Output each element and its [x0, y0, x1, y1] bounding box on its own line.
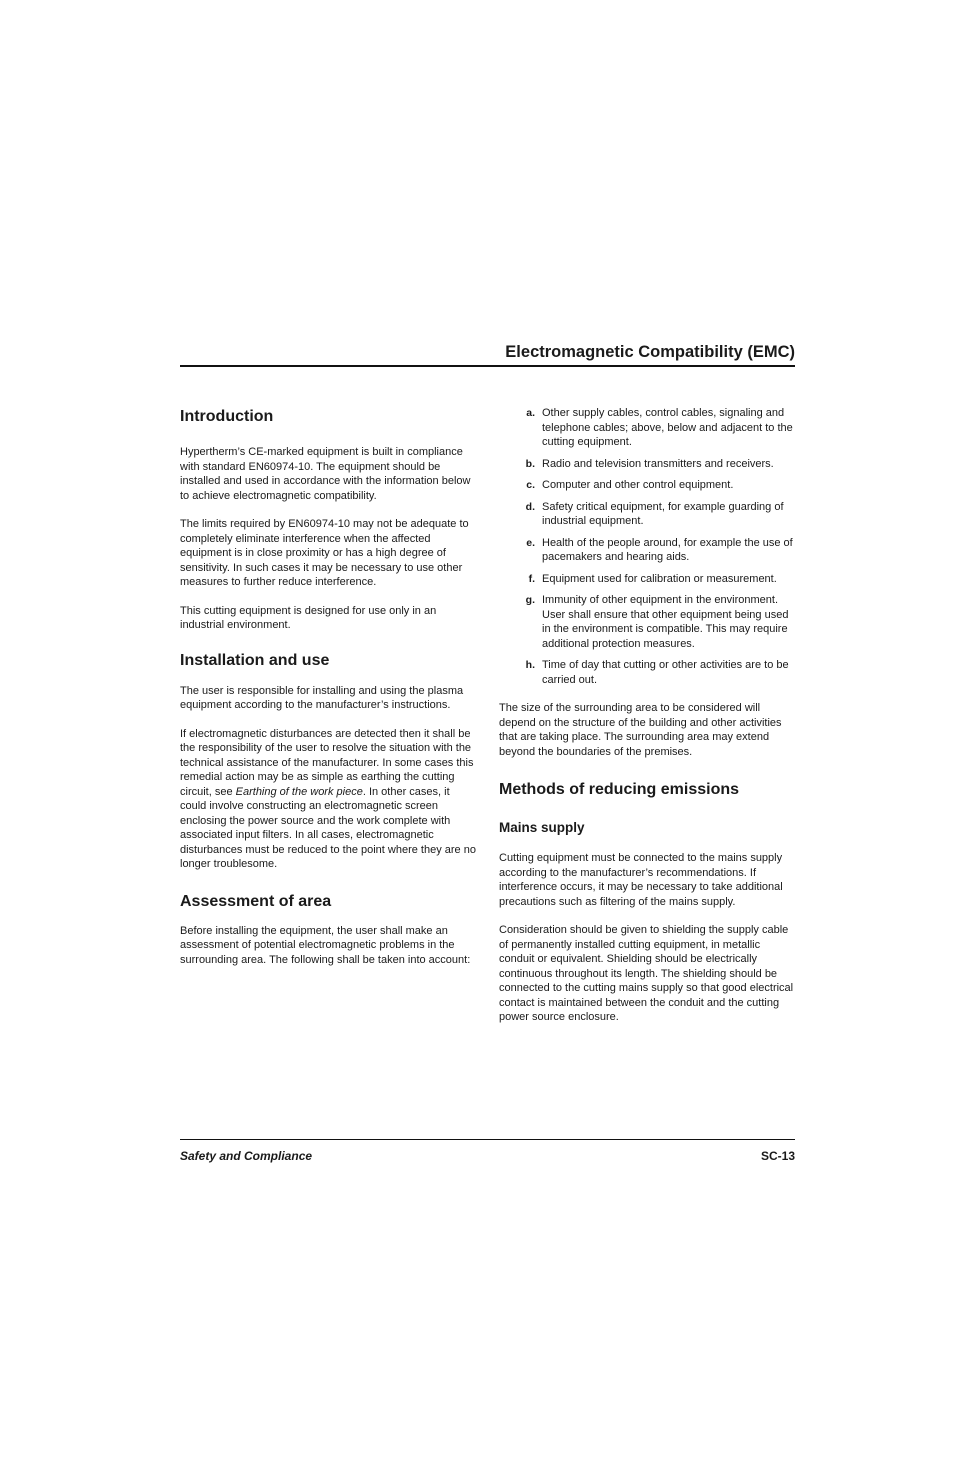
assessment-heading: Assessment of area	[180, 892, 332, 910]
list-item: c. Computer and other control equipment.	[499, 478, 795, 493]
footer-rule	[180, 1139, 795, 1140]
introduction-paragraph-3: This cutting equipment is designed for use only in an industrial environment.	[180, 604, 437, 631]
list-marker: d.	[525, 500, 535, 513]
mains-supply-heading: Mains supply	[499, 820, 585, 835]
page-number: SC-13	[760, 1149, 795, 1163]
mains-paragraph-1: Cutting equipment must be connected to the mains supply according to the manufacturer’s recommendations. If interference occurs, it may be necessary to take additional precautions such as filtering of the mains supply.	[499, 852, 783, 908]
introduction-paragraph-2: The limits required by EN60974-10 may not be adequate to completely eliminate interference when the affected equipment is in close proximity or has a high degree of sensitivity. In such cases it may be necessary to use other measures to further reduce interference.	[180, 518, 469, 588]
assessment-list	[499, 406, 795, 687]
list-marker: c.	[526, 479, 535, 491]
earthing-reference: Earthing of the work piece	[235, 785, 363, 798]
installation-paragraph-2: If electromagnetic disturbances are detected then it shall be the responsibility of the user to resolve the situation with the technical assistance of the manufacturer. In some cases this remedial action may be as simple as earthing the cutting circuit, see Earthing of the work piece. In other cases, it could involve constructing an electromagnetic screen enclosing the power source and the work complete with associated input filters. In all cases, electromagnetic disturbances must be reduced to the point where they are no longer troublesome.	[180, 727, 476, 870]
list-item: e. Health of the people around, for example the use of pacemakers and hearing aids.	[499, 536, 795, 565]
methods-heading: Methods of reducing emissions	[499, 781, 740, 798]
list-item: g. Immunity of other equipment in the environment. User shall ensure that other equipment being used in the environment is compatible. This may require additional protection measures.	[499, 593, 795, 651]
list-item: f. Equipment used for calibration or measurement.	[499, 572, 795, 587]
list-marker: a.	[526, 407, 535, 419]
installation-paragraph-1: The user is responsible for installing and using the plasma equipment according to the manufacturer’s instructions.	[180, 684, 464, 711]
installation-heading: Installation and use	[180, 651, 330, 669]
page-header	[180, 342, 795, 367]
right-column	[499, 406, 795, 1025]
assessment-paragraph: Before installing the equipment, the user shall make an assessment of potential electromagnetic problems in the surrounding area. The following shall be taken into account:	[180, 924, 471, 966]
introduction-paragraph-1: Hypertherm’s CE-marked equipment is built in compliance with standard EN60974-10. The equipment should be installed and used in accordance with the information below to achieve electromagnetic compatibility.	[180, 446, 471, 502]
list-marker: b.	[525, 457, 535, 470]
page-title: Electromagnetic Compatibility (EMC)	[505, 343, 795, 361]
list-item: b. Radio and television transmitters and receivers.	[499, 457, 795, 472]
list-marker: h.	[525, 659, 535, 671]
list-item: a. Other supply cables, control cables, signaling and telephone cables; above, below and adjacent to the cutting equipment.	[499, 406, 795, 450]
list-marker: f.	[528, 572, 535, 585]
page-footer	[180, 1139, 795, 1163]
list-item: d. Safety critical equipment, for example guarding of industrial equipment.	[499, 500, 795, 529]
mains-paragraph-2: Consideration should be given to shielding the supply cable of permanently installed cutting equipment, in metallic conduit or equivalent. Shielding should be electrically continuous throughout its length. The shielding should be connected to the cutting mains supply so that good electrical contact is maintained between the conduit and the cutting power source enclosure.	[499, 924, 794, 1023]
left-column	[180, 406, 476, 967]
footer-section-title: Safety and Compliance	[180, 1149, 313, 1163]
list-marker: g.	[525, 594, 535, 606]
list-marker: e.	[526, 536, 535, 549]
header-rule	[180, 365, 795, 367]
list-item: h. Time of day that cutting or other activities are to be carried out.	[499, 658, 795, 687]
surrounding-area-paragraph: The size of the surrounding area to be considered will depend on the structure of the building and other activities that are taking place. The surrounding area may extend beyond the boundaries of the premises.	[499, 702, 782, 758]
introduction-heading: Introduction	[180, 408, 274, 425]
